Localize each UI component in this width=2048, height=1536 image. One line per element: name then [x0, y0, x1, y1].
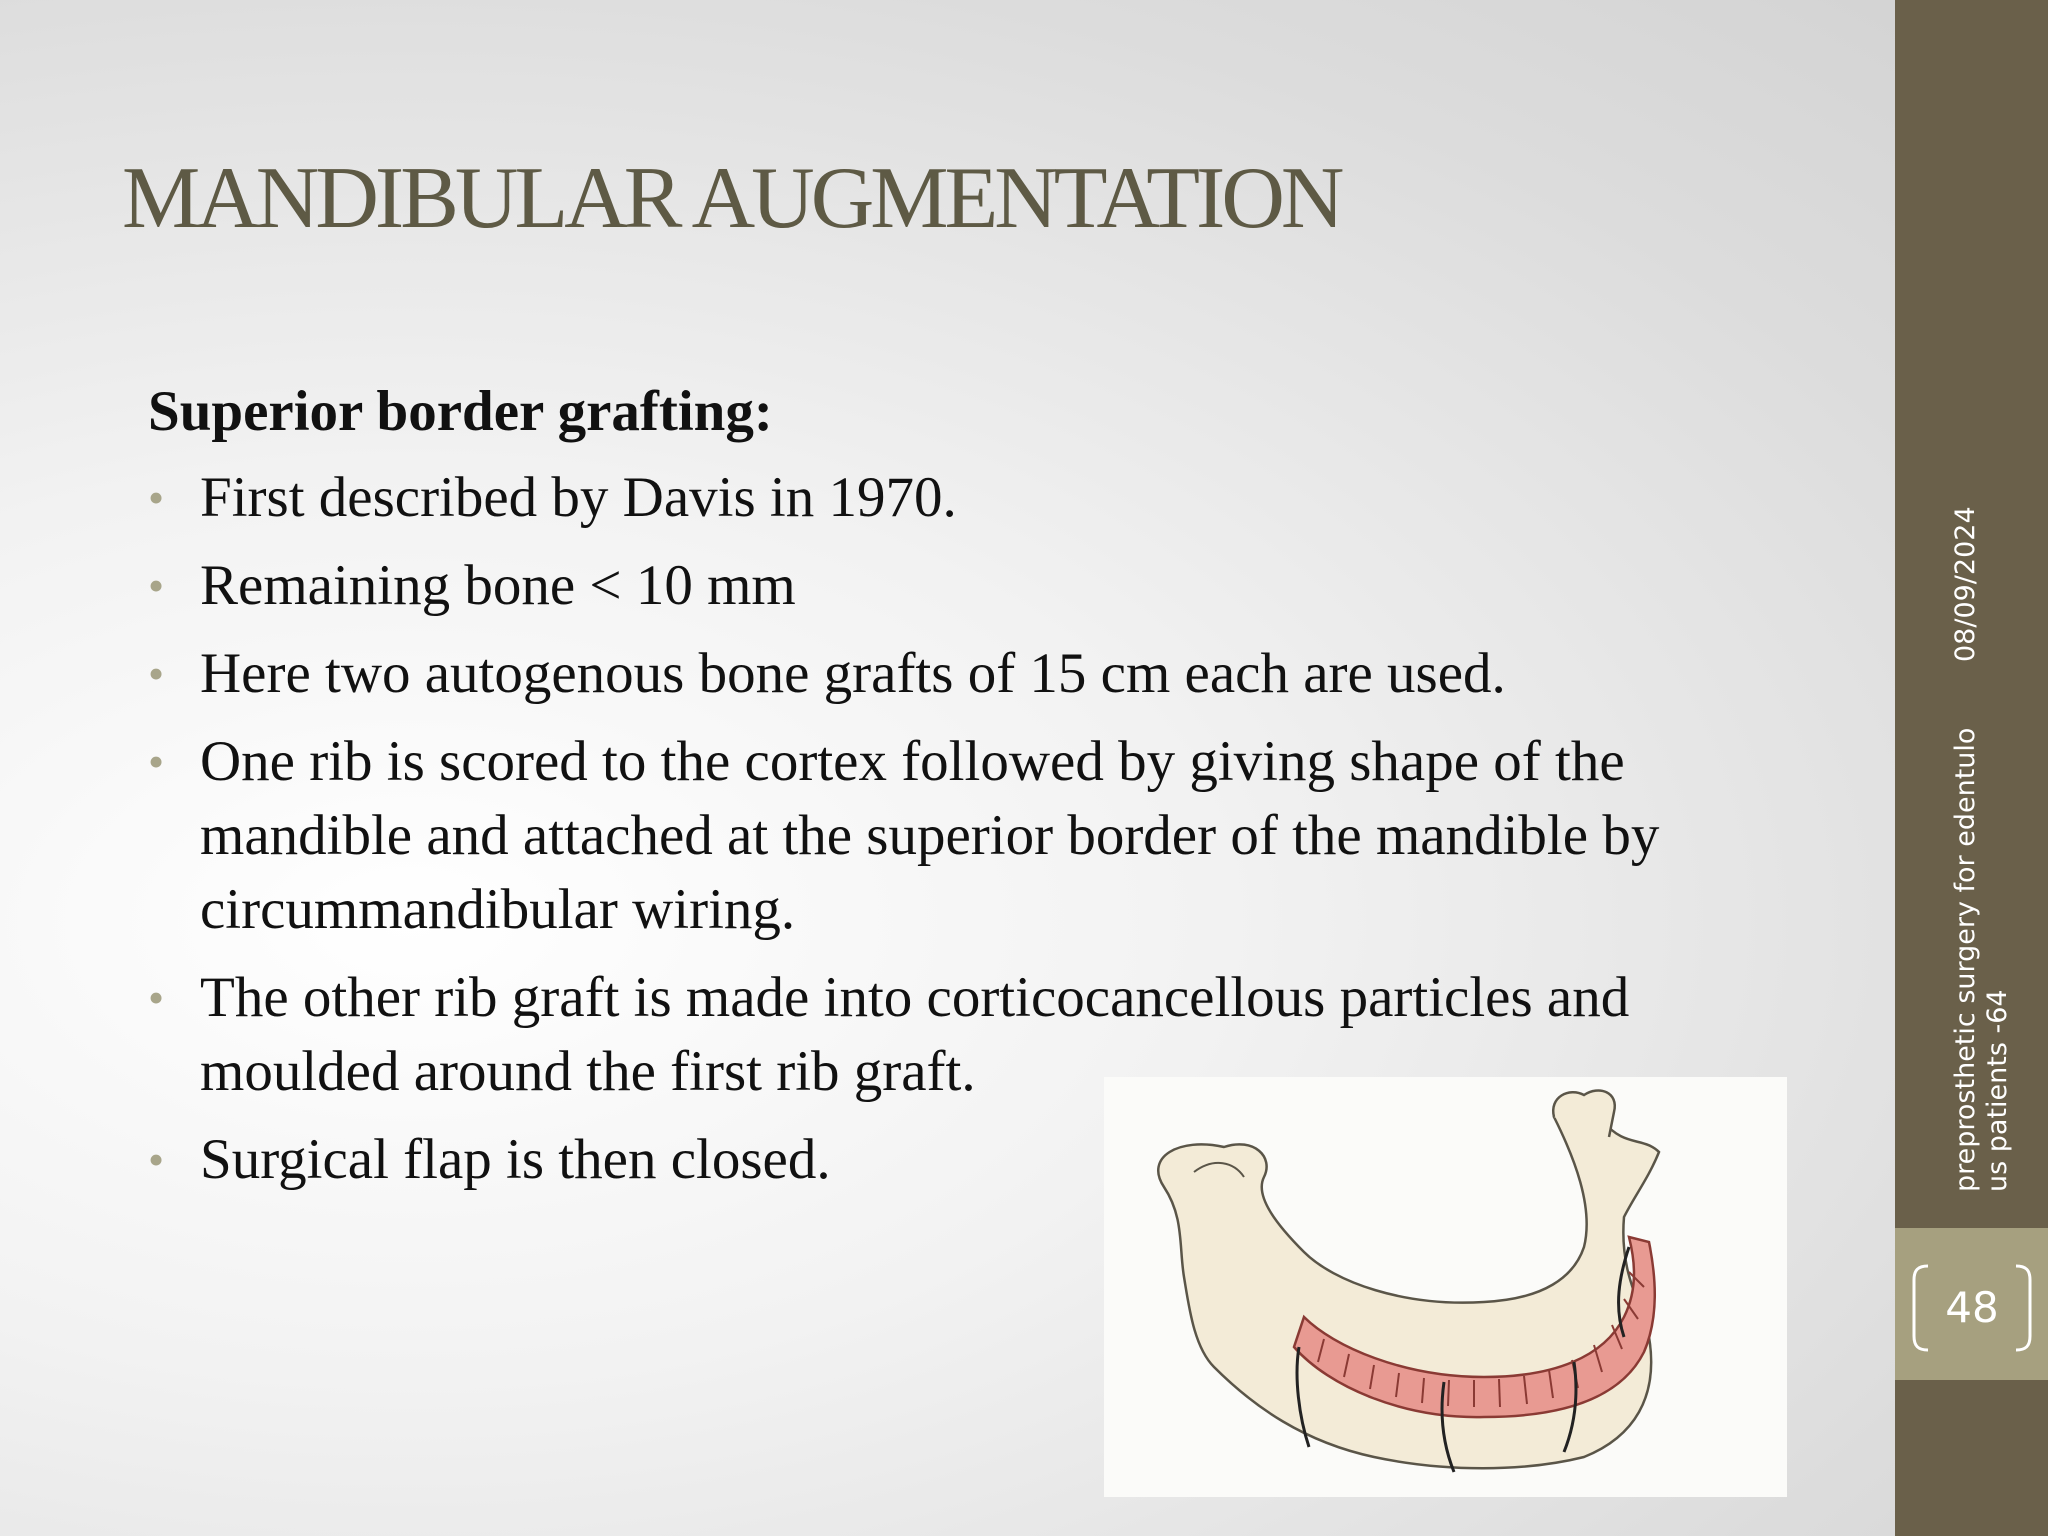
bullet-text: The other rib graft is made into corticocancellous particles and moulded around the first rib graft. [200, 966, 1630, 1103]
footer-line-1: preprosthetic surgery for edentulo [1950, 727, 1981, 1192]
bullet-icon: • [148, 1134, 165, 1185]
bullet-icon: • [148, 472, 165, 523]
bullet-item [148, 549, 1798, 623]
bullet-item [148, 637, 1798, 711]
bullet-text: One rib is scored to the cortex followed by giving shape of the mandible and attached at the superior border of the mandible by circummandibular wiring. [200, 730, 1660, 941]
bullet-icon: • [148, 648, 165, 699]
bullet-icon: • [148, 972, 165, 1023]
page-number: 48 [1945, 1283, 1999, 1332]
bullet-item [148, 725, 1798, 947]
bullet-icon: • [148, 560, 165, 611]
page-number-box [1910, 1262, 2034, 1354]
slide-title: MANDIBULAR AUGMENTATION [122, 150, 1341, 247]
footer-line-2: us patients -64 [1982, 989, 2013, 1192]
bullet-text: Remaining bone < 10 mm [200, 554, 796, 617]
footer-text [1950, 728, 2014, 1192]
subheading: Superior border grafting: [148, 380, 773, 443]
bullet-text: Surgical flap is then closed. [200, 1128, 831, 1191]
mandible-rib-graft-icon [1104, 1077, 1787, 1497]
bullet-text: First described by Davis in 1970. [200, 466, 957, 529]
bullet-item [148, 461, 1798, 535]
slide-date: 08/09/2024 [1950, 506, 1981, 662]
bullet-icon: • [148, 736, 165, 787]
bullet-text: Here two autogenous bone grafts of 15 cm each are used. [200, 642, 1506, 705]
mandible-illustration [1104, 1077, 1787, 1497]
